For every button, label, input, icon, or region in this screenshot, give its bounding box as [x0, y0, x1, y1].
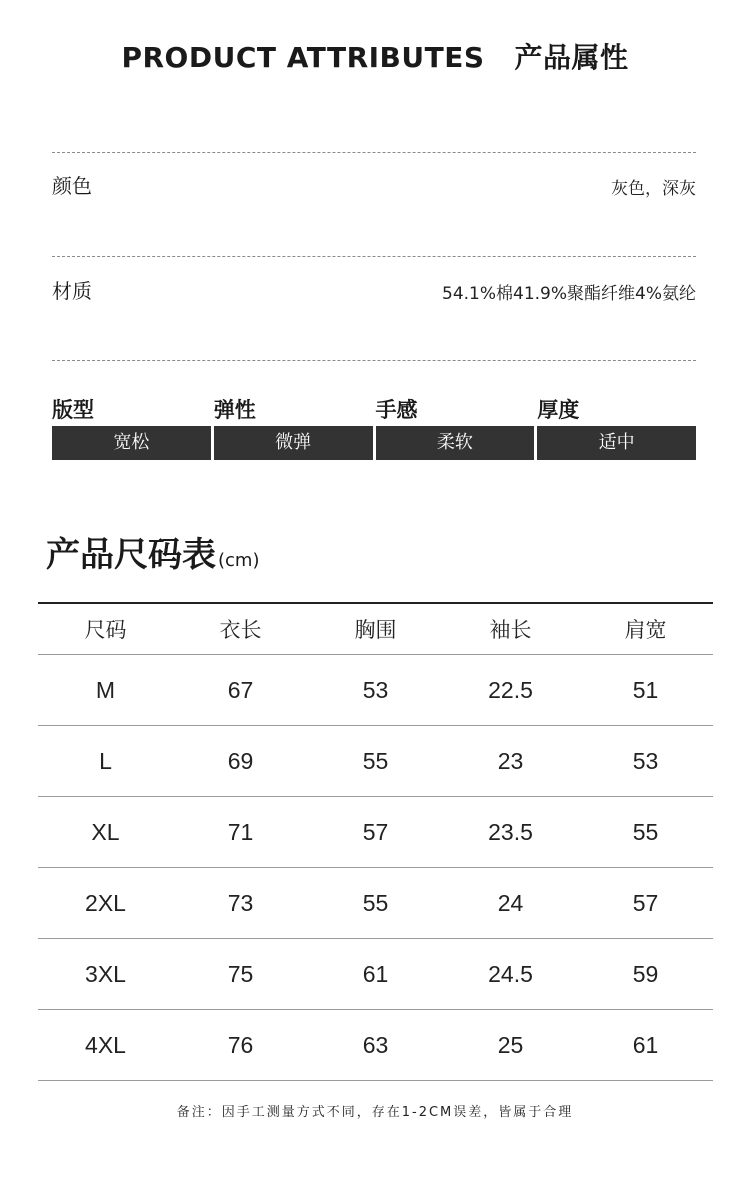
divider: [52, 360, 696, 361]
table-row: [38, 939, 713, 1010]
table-cell: 2XL: [85, 889, 126, 916]
table-cell: 69: [227, 747, 254, 774]
table-cell: 24: [497, 889, 524, 916]
table-cell: M: [95, 676, 116, 703]
chip-fit: [52, 394, 211, 460]
table-row: [38, 797, 713, 868]
table-cell: 73: [227, 889, 254, 916]
size-table-unit: (cm): [218, 550, 260, 571]
table-cell: 75: [227, 960, 254, 987]
chip-feel: [376, 394, 535, 460]
table-cell: 53: [632, 747, 659, 774]
table-cell: 57: [362, 818, 389, 845]
table-cell: 23.5: [488, 818, 533, 845]
chip-label: 弹性: [213, 398, 256, 422]
column-header: 胸围: [354, 618, 397, 642]
column-header: 衣长: [219, 618, 262, 642]
chip-label: 版型: [52, 398, 94, 422]
table-cell: 23: [497, 747, 524, 774]
table-cell: 67: [227, 676, 254, 703]
column-header: 肩宽: [624, 618, 667, 642]
table-cell: 61: [632, 1031, 659, 1058]
table-cell: XL: [91, 818, 120, 845]
attr-material-label: 材质: [52, 279, 92, 303]
table-row: [38, 1010, 713, 1081]
table-cell: 24.5: [488, 960, 533, 987]
attr-color-value: 灰色，深灰: [611, 179, 696, 199]
table-cell: L: [99, 747, 112, 774]
size-table-title: [46, 527, 259, 576]
table-cell: 59: [632, 960, 659, 987]
column-header: 尺码: [84, 618, 127, 642]
page-title: [0, 36, 750, 76]
chip-value: 宽松: [52, 426, 211, 460]
table-cell: 51: [632, 676, 659, 703]
table-cell: 3XL: [85, 960, 126, 987]
table-cell: 57: [632, 889, 659, 916]
table-header-row: [38, 604, 713, 655]
table-row: [38, 726, 713, 797]
table-cell: 71: [227, 818, 254, 845]
table-cell: 63: [362, 1031, 389, 1058]
chip-label: 手感: [375, 398, 418, 422]
attr-material-value: 54.1%棉41.9%聚酯纤维4%氨纶: [442, 284, 696, 304]
table-row: [38, 655, 713, 726]
chip-value: 柔软: [376, 426, 535, 460]
table-cell: 76: [227, 1031, 254, 1058]
size-table-title-text: 产品尺码表: [46, 535, 216, 575]
table-cell: 55: [362, 747, 389, 774]
divider: [52, 256, 696, 257]
page-title-en: PRODUCT ATTRIBUTES: [121, 41, 485, 74]
table-cell: 22.5: [488, 676, 533, 703]
table-cell: 61: [362, 960, 389, 987]
divider: [52, 152, 696, 153]
column-header: 袖长: [489, 618, 532, 642]
chip-value: 微弹: [214, 426, 373, 460]
page-title-cn: 产品属性: [514, 41, 629, 74]
table-cell: 55: [362, 889, 389, 916]
attribute-chips: [52, 394, 696, 460]
attr-color-label: 颜色: [52, 174, 92, 198]
table-cell: 4XL: [85, 1031, 126, 1058]
chip-value: 适中: [537, 426, 696, 460]
measurement-note: 备注：因手工测量方式不同，存在1-2CM误差，皆属于合理: [176, 1105, 574, 1120]
table-row: [38, 868, 713, 939]
chip-elasticity: [214, 394, 373, 460]
table-cell: 55: [632, 818, 659, 845]
size-table: [38, 602, 713, 1081]
chip-thickness: [537, 394, 696, 460]
table-cell: 25: [497, 1031, 524, 1058]
chip-label: 厚度: [537, 398, 580, 422]
table-cell: 53: [362, 676, 389, 703]
